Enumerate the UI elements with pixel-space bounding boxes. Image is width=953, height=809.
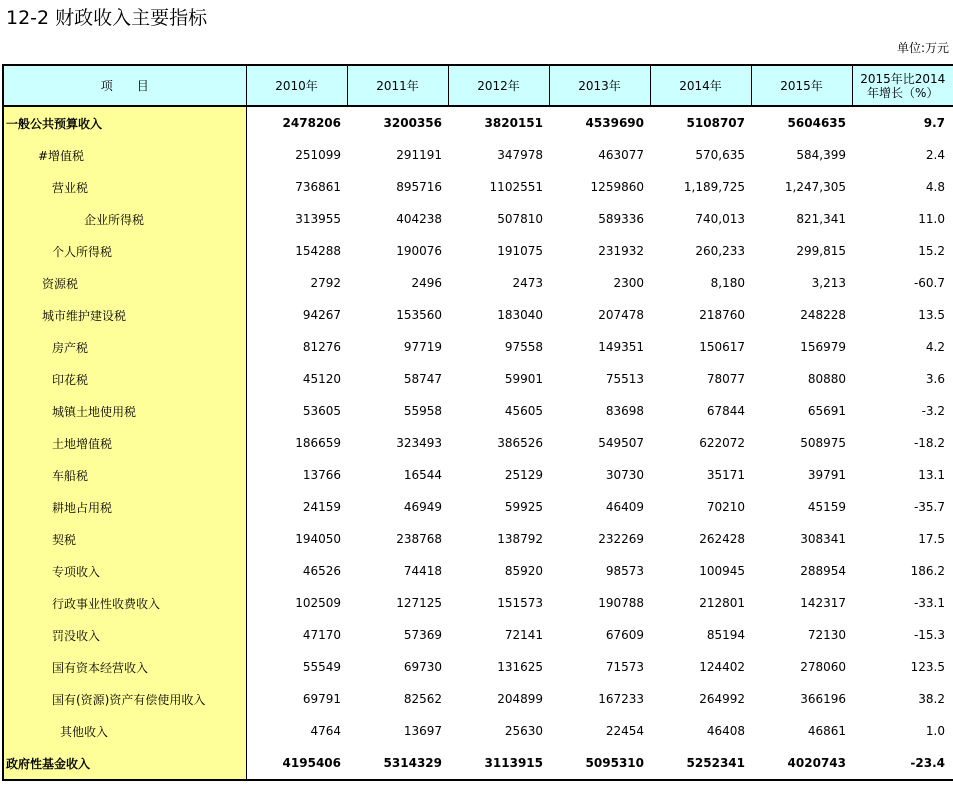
- row-label: 国有(资源)资产有偿使用收入: [3, 683, 246, 715]
- cell-value: 58747: [403, 372, 442, 386]
- cell-value: 4195406: [246, 747, 347, 780]
- cell-value: 138792: [497, 532, 543, 546]
- cell-value: 1102551: [489, 180, 543, 194]
- header-2015: 2015年: [751, 65, 852, 106]
- table-row: [3, 523, 953, 555]
- cell-growth: 2.4: [925, 148, 945, 162]
- cell-value: 207478: [598, 308, 644, 322]
- cell-value: 218760: [699, 308, 745, 322]
- cell-value: 69791: [302, 692, 341, 706]
- cell-value: 2473: [512, 276, 543, 290]
- header-growth: 2015年比2014年增长（%）: [852, 65, 953, 106]
- cell-value: 55958: [403, 404, 442, 418]
- cell-value: 53605: [302, 404, 341, 418]
- row-label: 政府性基金收入: [3, 747, 246, 780]
- cell-value: 45605: [504, 404, 543, 418]
- cell-value: 264992: [699, 692, 745, 706]
- cell-growth: 15.2: [918, 244, 945, 258]
- cell-growth: -35.7: [913, 500, 945, 514]
- cell-value: 46526: [302, 564, 341, 578]
- row-label: 一般公共预算收入: [3, 106, 246, 139]
- cell-value: 260,233: [695, 244, 745, 258]
- cell-value: 508975: [800, 436, 846, 450]
- cell-growth: -60.7: [913, 276, 945, 290]
- table-row: [3, 427, 953, 459]
- cell-value: 288954: [800, 564, 846, 578]
- cell-value: 1259860: [590, 180, 644, 194]
- row-label: 国有资本经营收入: [3, 651, 246, 683]
- row-label: 房产税: [3, 331, 246, 363]
- cell-value: 97558: [504, 340, 543, 354]
- cell-value: 8,180: [710, 276, 745, 290]
- row-label: 城镇土地使用税: [3, 395, 246, 427]
- cell-value: 5604635: [787, 116, 846, 130]
- cell-value: 72130: [807, 628, 846, 642]
- table-row: [3, 106, 953, 139]
- cell-value: 70210: [706, 500, 745, 514]
- cell-value: 46408: [706, 724, 745, 738]
- cell-value: 366196: [800, 692, 846, 706]
- cell-value: 83698: [605, 404, 644, 418]
- table-row: [3, 651, 953, 683]
- cell-value: 190788: [598, 596, 644, 610]
- cell-value: 149351: [598, 340, 644, 354]
- cell-growth: 4.2: [925, 340, 945, 354]
- cell-value: 69730: [403, 660, 442, 674]
- header-2012: 2012年: [448, 65, 549, 106]
- cell-value: 150617: [699, 340, 745, 354]
- row-label: 城市维护建设税: [3, 299, 246, 331]
- cell-value: 5095310: [549, 747, 650, 780]
- cell-growth: 9.7: [923, 116, 945, 130]
- cell-value: 46949: [403, 500, 442, 514]
- cell-value: 45120: [302, 372, 341, 386]
- cell-value: 821,341: [796, 212, 846, 226]
- cell-value: 46409: [605, 500, 644, 514]
- cell-value: 232269: [598, 532, 644, 546]
- cell-growth: 13.5: [918, 308, 945, 322]
- header-2013: 2013年: [549, 65, 650, 106]
- cell-value: 67844: [706, 404, 745, 418]
- cell-value: 589336: [598, 212, 644, 226]
- table-row: [3, 331, 953, 363]
- table-row: [3, 299, 953, 331]
- cell-value: 78077: [706, 372, 745, 386]
- cell-value: 3,213: [811, 276, 846, 290]
- table-row: [3, 235, 953, 267]
- cell-value: 2300: [613, 276, 644, 290]
- cell-value: 308341: [800, 532, 846, 546]
- table-row: [3, 171, 953, 203]
- cell-value: 404238: [396, 212, 442, 226]
- cell-growth: 13.1: [918, 468, 945, 482]
- cell-value: 80880: [807, 372, 846, 386]
- cell-growth: 17.5: [918, 532, 945, 546]
- cell-value: 71573: [605, 660, 644, 674]
- row-label: 土地增值税: [3, 427, 246, 459]
- row-label: 车船税: [3, 459, 246, 491]
- cell-value: 102509: [295, 596, 341, 610]
- header-2010: 2010年: [246, 65, 347, 106]
- cell-value: 67609: [605, 628, 644, 642]
- row-label: 个人所得税: [3, 235, 246, 267]
- cell-value: 45159: [807, 500, 846, 514]
- cell-value: 72141: [504, 628, 543, 642]
- header-2011: 2011年: [347, 65, 448, 106]
- row-label: 其他收入: [3, 715, 246, 747]
- row-label: 耕地占用税: [3, 491, 246, 523]
- cell-value: 191075: [497, 244, 543, 258]
- cell-value: 25630: [504, 724, 543, 738]
- cell-value: 2792: [310, 276, 341, 290]
- table-row: [3, 203, 953, 235]
- cell-growth: 123.5: [910, 660, 945, 674]
- row-label: 印花税: [3, 363, 246, 395]
- cell-value: 35171: [706, 468, 745, 482]
- cell-value: 55549: [302, 660, 341, 674]
- cell-value: 248228: [800, 308, 846, 322]
- table-row: [3, 491, 953, 523]
- cell-value: 59901: [504, 372, 543, 386]
- cell-value: 3820151: [484, 116, 543, 130]
- cell-value: 895716: [396, 180, 442, 194]
- cell-value: 190076: [396, 244, 442, 258]
- cell-value: 127125: [396, 596, 442, 610]
- table-row: [3, 363, 953, 395]
- cell-value: 584,399: [796, 148, 846, 162]
- row-label: 行政事业性收费收入: [3, 587, 246, 619]
- cell-growth: -18.2: [913, 436, 945, 450]
- cell-value: 167233: [598, 692, 644, 706]
- table-row: [3, 587, 953, 619]
- cell-value: 131625: [497, 660, 543, 674]
- row-label: 营业税: [3, 171, 246, 203]
- cell-growth: 1.0: [925, 724, 945, 738]
- cell-value: 549507: [598, 436, 644, 450]
- cell-growth: 186.2: [910, 564, 945, 578]
- table-row: [3, 459, 953, 491]
- cell-value: 74418: [403, 564, 442, 578]
- table-row: [3, 683, 953, 715]
- cell-value: 386526: [497, 436, 543, 450]
- cell-value: 204899: [497, 692, 543, 706]
- cell-growth: -33.1: [913, 596, 945, 610]
- cell-value: 278060: [800, 660, 846, 674]
- cell-value: 186659: [295, 436, 341, 450]
- row-label: 专项收入: [3, 555, 246, 587]
- cell-value: 47170: [302, 628, 341, 642]
- cell-value: 39791: [807, 468, 846, 482]
- cell-value: 194050: [295, 532, 341, 546]
- cell-value: 82562: [403, 692, 442, 706]
- cell-value: 622072: [699, 436, 745, 450]
- row-label: 企业所得税: [3, 203, 246, 235]
- cell-value: 154288: [295, 244, 341, 258]
- cell-value: 59925: [504, 500, 543, 514]
- cell-value: 251099: [295, 148, 341, 162]
- cell-value: 30730: [605, 468, 644, 482]
- cell-value: 507810: [497, 212, 543, 226]
- cell-value: 736861: [295, 180, 341, 194]
- cell-value: 4764: [310, 724, 341, 738]
- fiscal-revenue-table: [2, 64, 953, 781]
- cell-value: 299,815: [796, 244, 846, 258]
- cell-value: 3200356: [383, 116, 442, 130]
- table-row: [3, 747, 953, 780]
- cell-value: 313955: [295, 212, 341, 226]
- table-row: [3, 715, 953, 747]
- header-2014: 2014年: [650, 65, 751, 106]
- page-title: 12-2 财政收入主要指标: [6, 7, 208, 29]
- cell-growth: -3.2: [921, 404, 945, 418]
- cell-value: 75513: [605, 372, 644, 386]
- cell-value: 570,635: [695, 148, 745, 162]
- cell-value: 142317: [800, 596, 846, 610]
- cell-value: 5108707: [686, 116, 745, 130]
- cell-value: 1,189,725: [683, 180, 745, 194]
- cell-value: 24159: [302, 500, 341, 514]
- cell-growth: -15.3: [913, 628, 945, 642]
- cell-value: 238768: [396, 532, 442, 546]
- row-label: 资源税: [3, 267, 246, 299]
- cell-value: 4020743: [751, 747, 852, 780]
- cell-value: 740,013: [695, 212, 745, 226]
- cell-value: 212801: [699, 596, 745, 610]
- cell-value: 16544: [403, 468, 442, 482]
- header-item: 项 目: [3, 65, 246, 106]
- cell-value: 5314329: [347, 747, 448, 780]
- cell-growth: 4.8: [925, 180, 945, 194]
- cell-value: 347978: [497, 148, 543, 162]
- cell-value: 262428: [699, 532, 745, 546]
- row-label: #增值税: [3, 139, 246, 171]
- header-row: [3, 65, 953, 106]
- cell-value: 13697: [403, 724, 442, 738]
- cell-value: 57369: [403, 628, 442, 642]
- table-row: [3, 619, 953, 651]
- cell-value: 2496: [411, 276, 442, 290]
- table-body: [3, 106, 953, 780]
- cell-value: 153560: [396, 308, 442, 322]
- cell-value: 25129: [504, 468, 543, 482]
- cell-growth: 11.0: [918, 212, 945, 226]
- cell-growth: 38.2: [918, 692, 945, 706]
- cell-value: 81276: [302, 340, 341, 354]
- cell-value: 5252341: [650, 747, 751, 780]
- cell-value: 13766: [302, 468, 341, 482]
- cell-value: 183040: [497, 308, 543, 322]
- cell-value: 22454: [605, 724, 644, 738]
- table-row: [3, 267, 953, 299]
- row-label: 罚没收入: [3, 619, 246, 651]
- table-row: [3, 395, 953, 427]
- cell-value: 3113915: [448, 747, 549, 780]
- cell-value: 98573: [605, 564, 644, 578]
- cell-value: 151573: [497, 596, 543, 610]
- cell-value: 231932: [598, 244, 644, 258]
- cell-value: 97719: [403, 340, 442, 354]
- cell-value: 65691: [807, 404, 846, 418]
- cell-value: 100945: [699, 564, 745, 578]
- cell-value: 85920: [504, 564, 543, 578]
- cell-value: 291191: [396, 148, 442, 162]
- cell-value: 85194: [706, 628, 745, 642]
- cell-value: 156979: [800, 340, 846, 354]
- cell-value: 2478206: [282, 116, 341, 130]
- cell-value: 463077: [598, 148, 644, 162]
- cell-value: 124402: [699, 660, 745, 674]
- cell-value: 323493: [396, 436, 442, 450]
- cell-value: 94267: [302, 308, 341, 322]
- unit-label: 单位:万元: [896, 41, 949, 55]
- cell-growth: -23.4: [852, 747, 953, 780]
- row-label: 契税: [3, 523, 246, 555]
- table-row: [3, 139, 953, 171]
- cell-value: 1,247,305: [784, 180, 846, 194]
- cell-growth: 3.6: [925, 372, 945, 386]
- table-row: [3, 555, 953, 587]
- cell-value: 46861: [807, 724, 846, 738]
- cell-value: 4539690: [585, 116, 644, 130]
